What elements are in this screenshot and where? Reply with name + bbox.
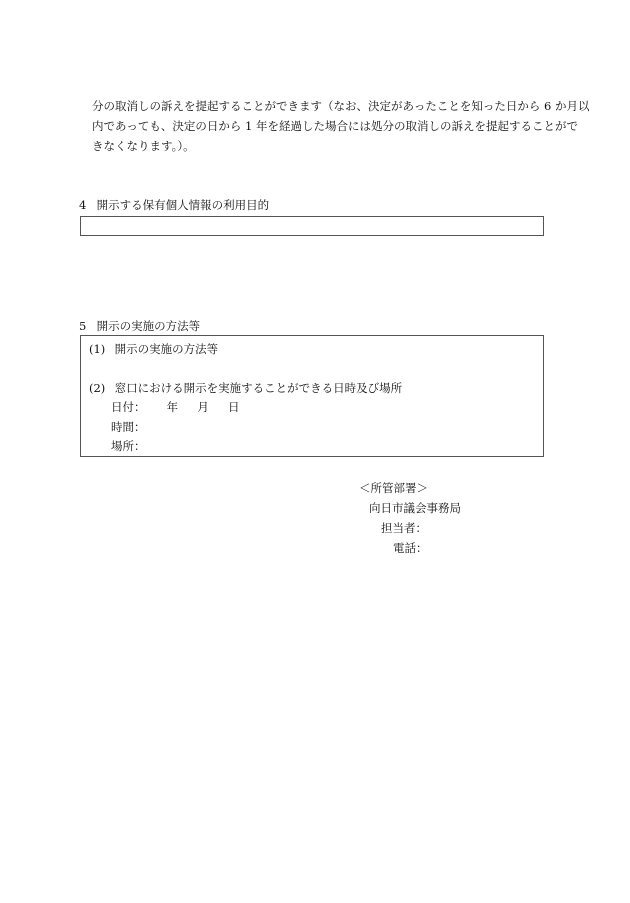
date-year: 年 [166,400,179,414]
section-5-number: 5 [79,319,87,333]
place-label: 場所： [111,439,146,453]
place-row [111,438,146,454]
date-day: 日 [227,400,240,414]
item-2-label: 窓口における開示を実施することができる日時及び場所 [114,381,403,395]
department-heading: ＜所管部署＞ [359,481,428,495]
item-2-number: (2) [89,381,106,395]
item-1 [89,341,218,357]
method-box [80,335,544,457]
date-month: 月 [197,400,209,414]
section-4-number: 4 [79,198,87,212]
time-row [111,419,146,435]
department-phone-label: 電話： [393,541,428,555]
department-person-label: 担当者： [381,521,427,535]
section-4-heading [79,197,269,213]
item-1-label: 開示の実施の方法等 [114,342,219,356]
notice-paragraph [92,96,590,156]
date-label: 日付： [111,400,146,414]
item-1-number: (1) [89,342,106,356]
notice-line-1: 分の取消しの訴えを提起することができます（なお、決定があったことを知った日から 6 か月以 [92,99,590,113]
notice-line-2: 内であっても、決定の日から 1 年を経過した場合には処分の取消しの訴えを提起することがで [92,119,579,133]
section-5-title: 開示の実施の方法等 [96,319,201,333]
department-name: 向日市議会事務局 [369,501,461,515]
time-label: 時間： [111,420,146,434]
section-5-heading [79,318,200,334]
date-row [111,399,239,415]
purpose-box [80,216,544,236]
item-2 [89,380,402,396]
section-4-title: 開示する保有個人情報の利用目的 [96,198,270,212]
notice-line-3: きなくなります。）。 [92,139,195,153]
